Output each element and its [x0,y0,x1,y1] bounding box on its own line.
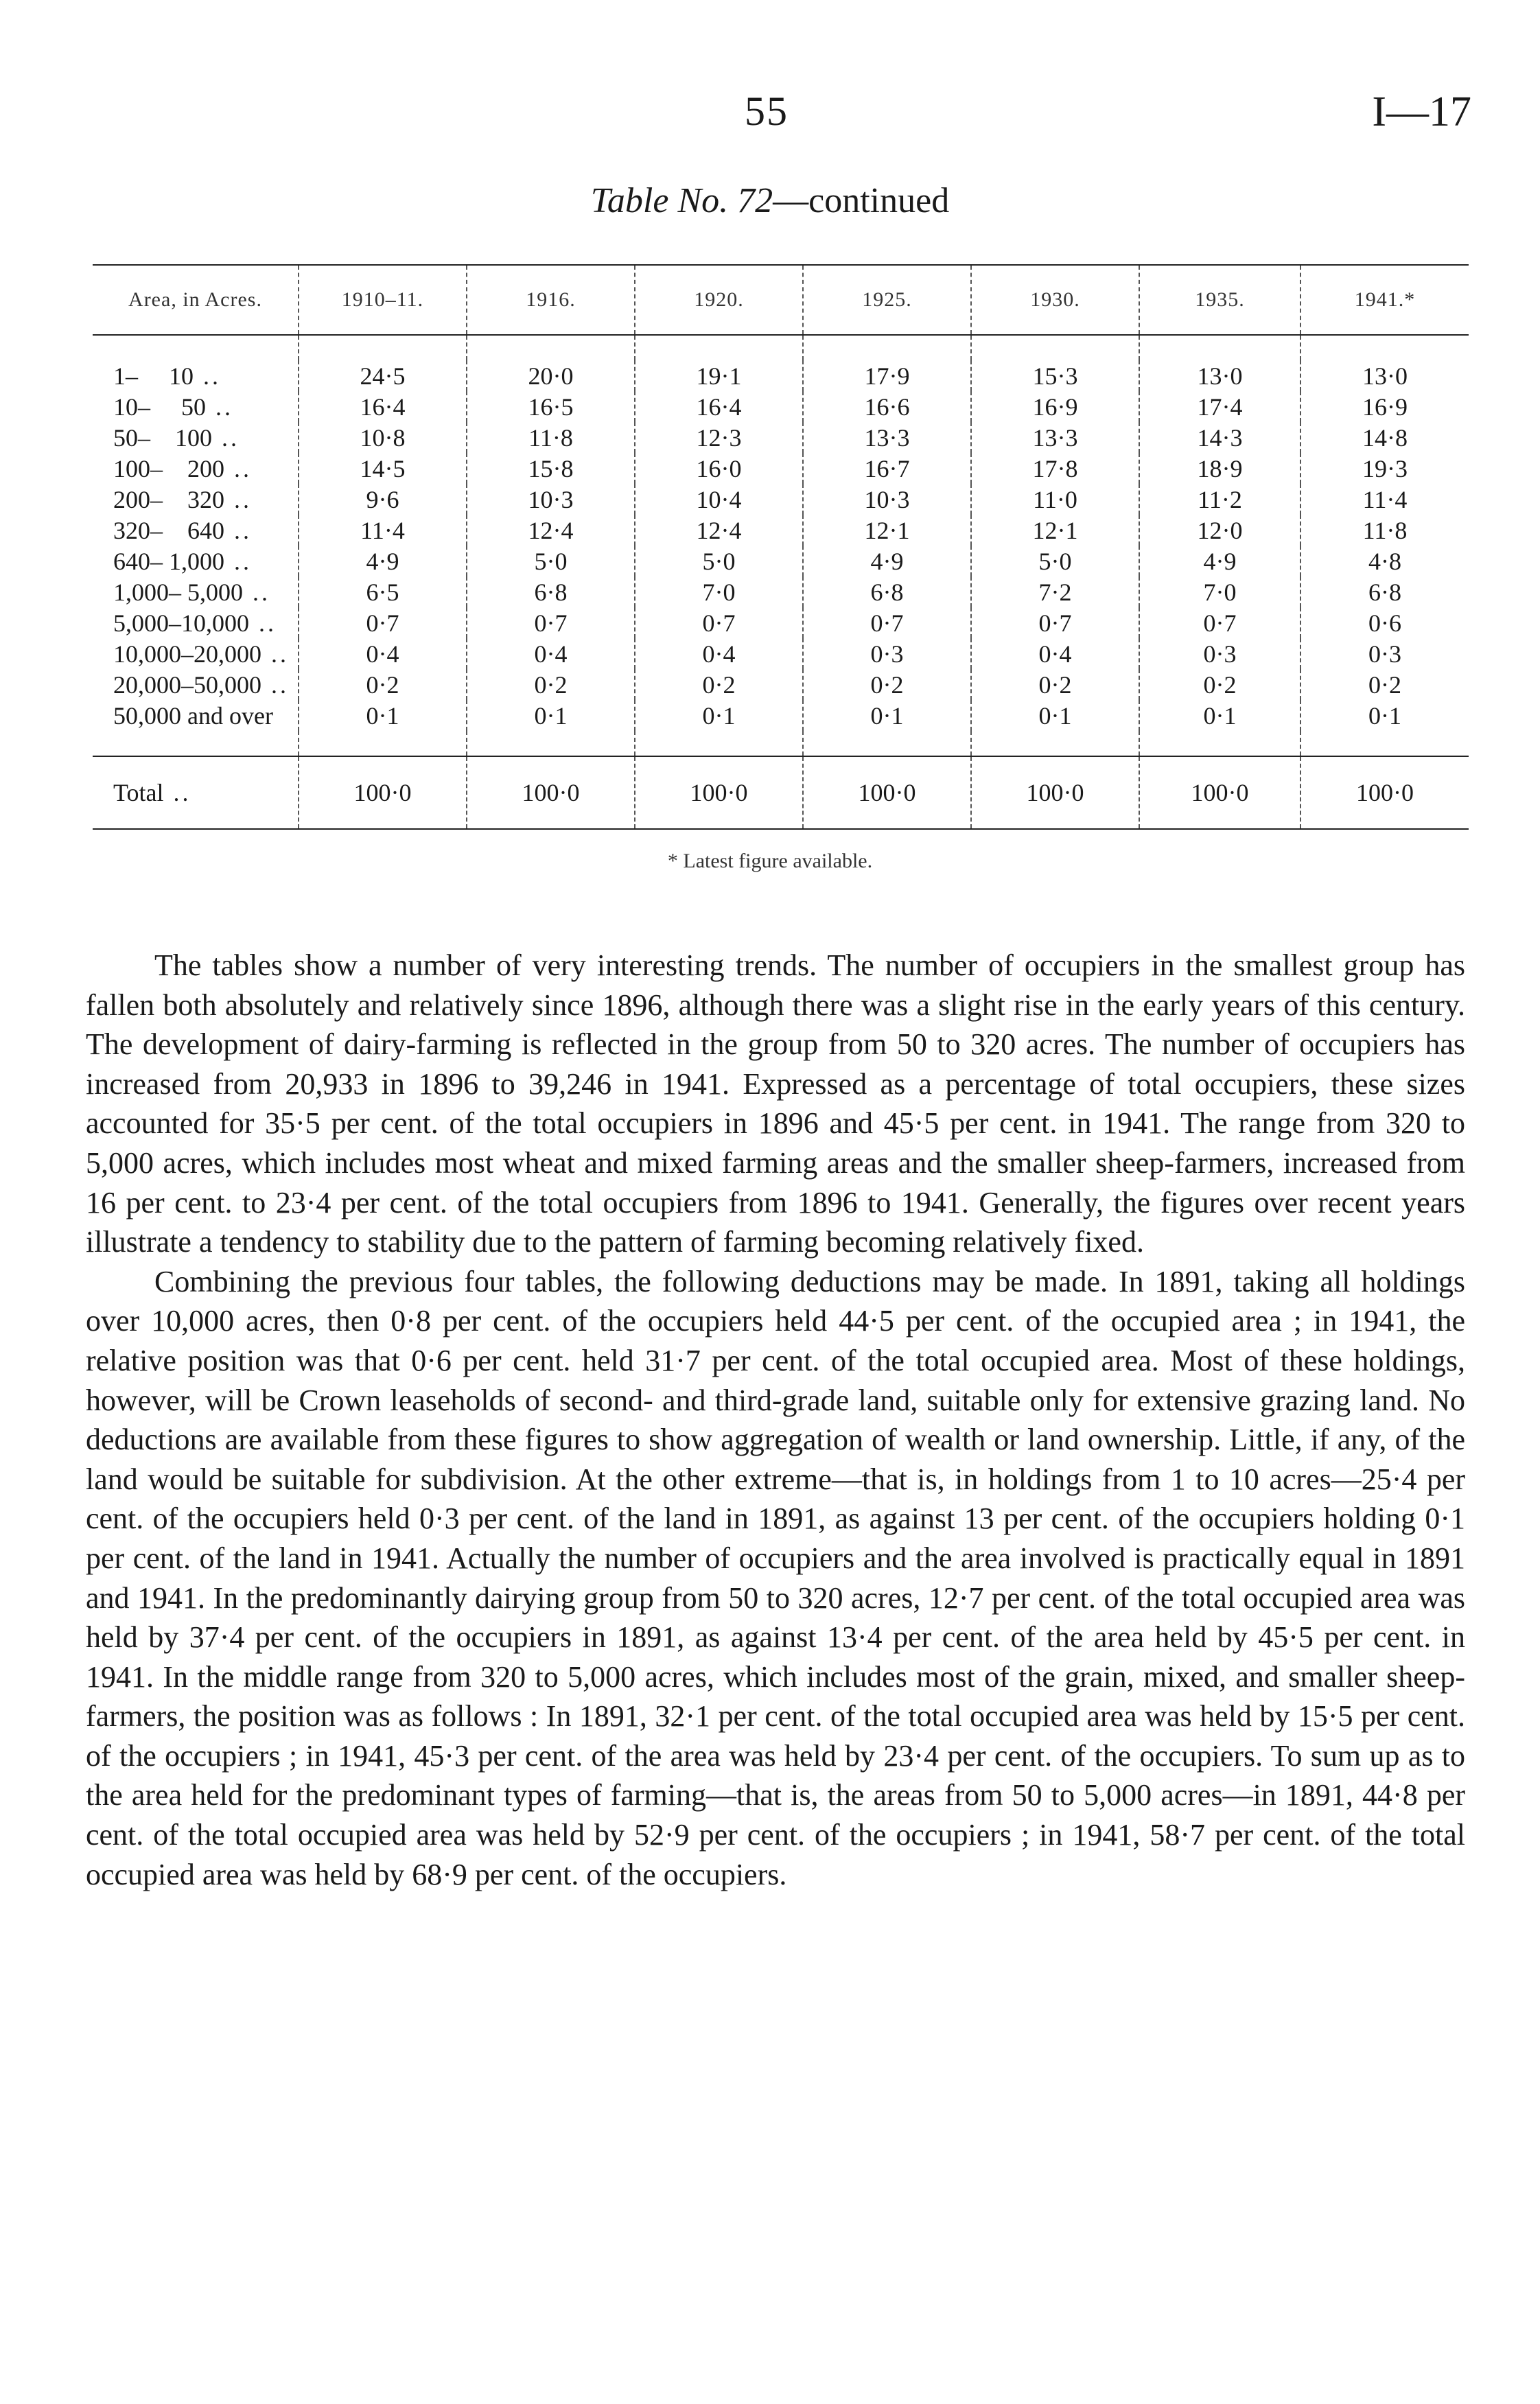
row-label: 1,000– 5,000 [113,578,243,606]
table-cell: 6·8 [467,576,635,607]
column-header: 1925. [803,265,971,335]
table-cell: 4·9 [299,546,467,576]
row-label-cell [93,391,299,422]
table-cell: 0·1 [803,700,971,731]
row-label: 320– 640 [113,516,224,544]
leader-dots: .. [203,362,221,390]
table-row [93,546,1469,576]
table-cell: 0·1 [299,700,467,731]
table-cell: 15·8 [467,453,635,484]
spacer-cell [971,731,1139,756]
leader-dots: .. [234,547,252,575]
table-cell: 11·0 [971,484,1139,515]
table-cell: 0·4 [971,638,1139,669]
spacer-cell [299,335,467,360]
table-cell: 9·6 [299,484,467,515]
row-label: Total [113,779,164,806]
table-title-number: Table No. 72 [590,181,773,220]
table-cell: 14·5 [299,453,467,484]
table-row [93,607,1469,638]
spacer-cell [93,335,299,360]
table-row [93,484,1469,515]
table-cell: 100·0 [635,756,803,829]
table-cell: 13·3 [803,422,971,453]
leader-dots: .. [259,609,277,637]
table-cell: 6·8 [803,576,971,607]
row-label-cell [93,515,299,546]
table-cell: 19·1 [635,360,803,391]
table-cell: 4·8 [1300,546,1469,576]
table-cell: 13·3 [971,422,1139,453]
table-row [93,576,1469,607]
table-cell: 0·3 [1139,638,1300,669]
table-cell: 12·4 [635,515,803,546]
table-cell: 12·1 [803,515,971,546]
table-cell: 0·2 [1139,669,1300,700]
row-label-cell [93,453,299,484]
table-cell: 0·1 [1300,700,1469,731]
row-label: 50,000 and over [113,701,273,730]
leader-dots: .. [234,516,252,544]
table-cell: 100·0 [803,756,971,829]
table-cell: 16·4 [635,391,803,422]
table-cell: 0·1 [635,700,803,731]
table-cell: 11·8 [1300,515,1469,546]
table-cell: 0·1 [1139,700,1300,731]
table-row [93,391,1469,422]
table-cell: 0·2 [1300,669,1469,700]
body-text [86,946,1465,1894]
table-cell: 100·0 [299,756,467,829]
table-cell: 7·2 [971,576,1139,607]
table-cell: 5·0 [635,546,803,576]
table-footnote: * Latest figure available. [667,850,873,872]
row-label: 50– 100 [113,423,212,452]
column-header: 1916. [467,265,635,335]
table-cell: 17·4 [1139,391,1300,422]
spacer-cell [635,731,803,756]
spacer-cell [299,731,467,756]
spacer-cell [1139,335,1300,360]
leader-dots: .. [253,578,270,606]
row-label-cell [93,607,299,638]
column-header: 1920. [635,265,803,335]
table-cell: 0·2 [803,669,971,700]
row-label: 20,000–50,000 [113,670,261,699]
row-label: 5,000–10,000 [113,609,249,637]
row-label-cell [93,422,299,453]
page-number: 55 [745,89,789,134]
table-cell: 0·7 [299,607,467,638]
spacer-cell [1300,731,1469,756]
table-body [93,335,1469,829]
table-cell: 16·7 [803,453,971,484]
table-cell: 0·3 [803,638,971,669]
row-label-cell [93,546,299,576]
table-cell: 10·3 [467,484,635,515]
table-cell: 6·5 [299,576,467,607]
table-cell: 15·3 [971,360,1139,391]
table-cell: 5·0 [971,546,1139,576]
table-cell: 0·3 [1300,638,1469,669]
row-label: 1– 10 [113,362,194,390]
row-label-cell [93,360,299,391]
table-cell: 18·9 [1139,453,1300,484]
leader-dots: .. [234,485,252,513]
row-label: 640– 1,000 [113,547,224,575]
spacer-cell [635,335,803,360]
table-cell: 0·6 [1300,607,1469,638]
table-spacer-row [93,335,1469,360]
leader-dots: .. [222,423,240,452]
table-row [93,638,1469,669]
table-cell: 17·9 [803,360,971,391]
table-cell: 20·0 [467,360,635,391]
row-label-cell [93,576,299,607]
total-row [93,756,1469,829]
table-cell: 6·8 [1300,576,1469,607]
column-header: 1941.* [1300,265,1469,335]
spacer-cell [971,335,1139,360]
table-cell: 5·0 [467,546,635,576]
table-cell: 0·7 [635,607,803,638]
table-row [93,360,1469,391]
row-label: 10,000–20,000 [113,640,261,668]
row-label: 200– 320 [113,485,224,513]
leader-dots: .. [234,454,252,482]
table-cell: 100·0 [1139,756,1300,829]
table-spacer-row [93,731,1469,756]
spacer-cell [93,731,299,756]
table-cell: 0·1 [467,700,635,731]
paragraph: The tables show a number of very interesting trends. The number of occupiers in the smallest group has fallen both absolutely and relatively since 1896, although there was a slight rise in the early years of this century. The development of dairy-farming is reflected in the group from 50 to 320 acres. The number of occupiers has increased from 20,933 in 1896 to 39,246 in 1941. Expressed as a percentage of total occupiers, these sizes accounted for 35·5 per cent. of the total occupiers in 1896 and 45·5 per cent. in 1941. The range from 320 to 5,000 acres, which includes most wheat and mixed farming areas and the smaller sheep-farmers, increased from 16 per cent. to 23·4 per cent. of the total occupiers from 1896 to 1941. Generally, the figures over recent years illustrate a tendency to stability due to the pattern of farming becoming relatively fixed. [86,948,1465,1259]
table-cell: 19·3 [1300,453,1469,484]
table-cell: 16·9 [1300,391,1469,422]
page-reference: I—17 [1372,89,1471,135]
table-cell: 10·3 [803,484,971,515]
table-cell: 11·4 [1300,484,1469,515]
table-cell: 0·4 [299,638,467,669]
table-cell: 12·0 [1139,515,1300,546]
table-row [93,422,1469,453]
table-cell: 24·5 [299,360,467,391]
table-cell: 16·6 [803,391,971,422]
area-distribution-table [93,264,1469,830]
table-cell: 4·9 [1139,546,1300,576]
table-cell: 11·4 [299,515,467,546]
leader-dots: .. [173,779,191,806]
table-row [93,700,1469,731]
table-cell: 0·1 [971,700,1139,731]
leader-dots: .. [271,640,289,668]
table-cell: 14·3 [1139,422,1300,453]
row-label-cell [93,669,299,700]
spacer-cell [803,335,971,360]
table-cell: 12·4 [467,515,635,546]
paragraph: Combining the previous four tables, the following deductions may be made. In 1891, taking all holdings over 10,000 acres, then 0·8 per cent. of the occupiers held 44·5 per cent. of the occupied area ; in 1941, the relative position was that 0·6 per cent. held 31·7 per cent. of the total occupied area. Most of these holdings, however, will be Crown leaseholds of second- and third-grade land, suitable only for extensive grazing land. No deductions are available from these figures to show aggregation of wealth or land ownership. Little, if any, of the land would be suitable for subdivision. At the other extreme—that is, in holdings from 1 to 10 acres—25·4 per cent. of the occupiers held 0·3 per cent. of the land in 1891, as against 13 per cent. of the occupiers holding 0·1 per cent. of the land in 1941. Actually the number of occupiers and the area involved is practically equal in 1891 and 1941. In the predominantly dairying group from 50 to 320 acres, 12·7 per cent. of the total occupied area was held by 37·4 per cent. of the occupiers in 1891, as against 13·4 per cent. of the area held by 45·5 per cent. in 1941. In the middle range from 320 to 5,000 acres, which includes most of the grain, mixed, and smaller sheep-farmers, the position was as follows : In 1891, 32·1 per cent. of the total occupied area was held by 15·5 per cent. of the occupiers ; in 1941, 45·3 per cent. of the area was held by 23·4 per cent. of the occupiers. To sum up as to the area held for the predominant types of farming—that is, the areas from 50 to 5,000 acres—in 1891, 44·8 per cent. of the total occupied area was held by 52·9 per cent. of the occupiers ; in 1941, 58·7 per cent. of the total occupied area was held by 68·9 per cent. of the occupiers. [86,1264,1465,1891]
table-cell: 0·7 [971,607,1139,638]
table-cell: 0·4 [635,638,803,669]
row-label-cell [93,638,299,669]
table-cell: 0·4 [467,638,635,669]
table-cell: 11·8 [467,422,635,453]
row-label-cell [93,756,299,829]
leader-dots: .. [215,393,233,421]
table-cell: 17·8 [971,453,1139,484]
table-cell: 0·2 [299,669,467,700]
table-cell: 7·0 [635,576,803,607]
table-cell: 100·0 [467,756,635,829]
table-cell: 0·7 [803,607,971,638]
column-header: 1935. [1139,265,1300,335]
table-cell: 4·9 [803,546,971,576]
table-cell: 7·0 [1139,576,1300,607]
table-cell: 16·9 [971,391,1139,422]
column-header: 1930. [971,265,1139,335]
table-cell: 16·5 [467,391,635,422]
table-header-row [93,265,1469,335]
column-header: 1910–11. [299,265,467,335]
table-cell: 0·7 [467,607,635,638]
table-cell: 13·0 [1300,360,1469,391]
table-row [93,515,1469,546]
leader-dots: .. [271,670,289,699]
table-title-suffix: —continued [773,181,950,220]
table-cell: 14·8 [1300,422,1469,453]
spacer-cell [467,335,635,360]
table-cell: 100·0 [971,756,1139,829]
column-header: Area, in Acres. [93,265,299,335]
table-cell: 16·4 [299,391,467,422]
table-cell: 0·2 [635,669,803,700]
spacer-cell [1139,731,1300,756]
row-label: 10– 50 [113,393,206,421]
table-cell: 10·4 [635,484,803,515]
table-cell: 12·3 [635,422,803,453]
table-cell: 11·2 [1139,484,1300,515]
table-cell: 0·2 [467,669,635,700]
row-label-cell [93,700,299,731]
table-title [0,180,1540,221]
table-cell: 100·0 [1300,756,1469,829]
table-cell: 0·7 [1139,607,1300,638]
table-cell: 10·8 [299,422,467,453]
row-label: 100– 200 [113,454,224,482]
table-cell: 12·1 [971,515,1139,546]
spacer-cell [803,731,971,756]
table-row [93,453,1469,484]
spacer-cell [1300,335,1469,360]
table-cell: 13·0 [1139,360,1300,391]
table-cell: 0·2 [971,669,1139,700]
table-row [93,669,1469,700]
row-label-cell [93,484,299,515]
spacer-cell [467,731,635,756]
table-cell: 16·0 [635,453,803,484]
